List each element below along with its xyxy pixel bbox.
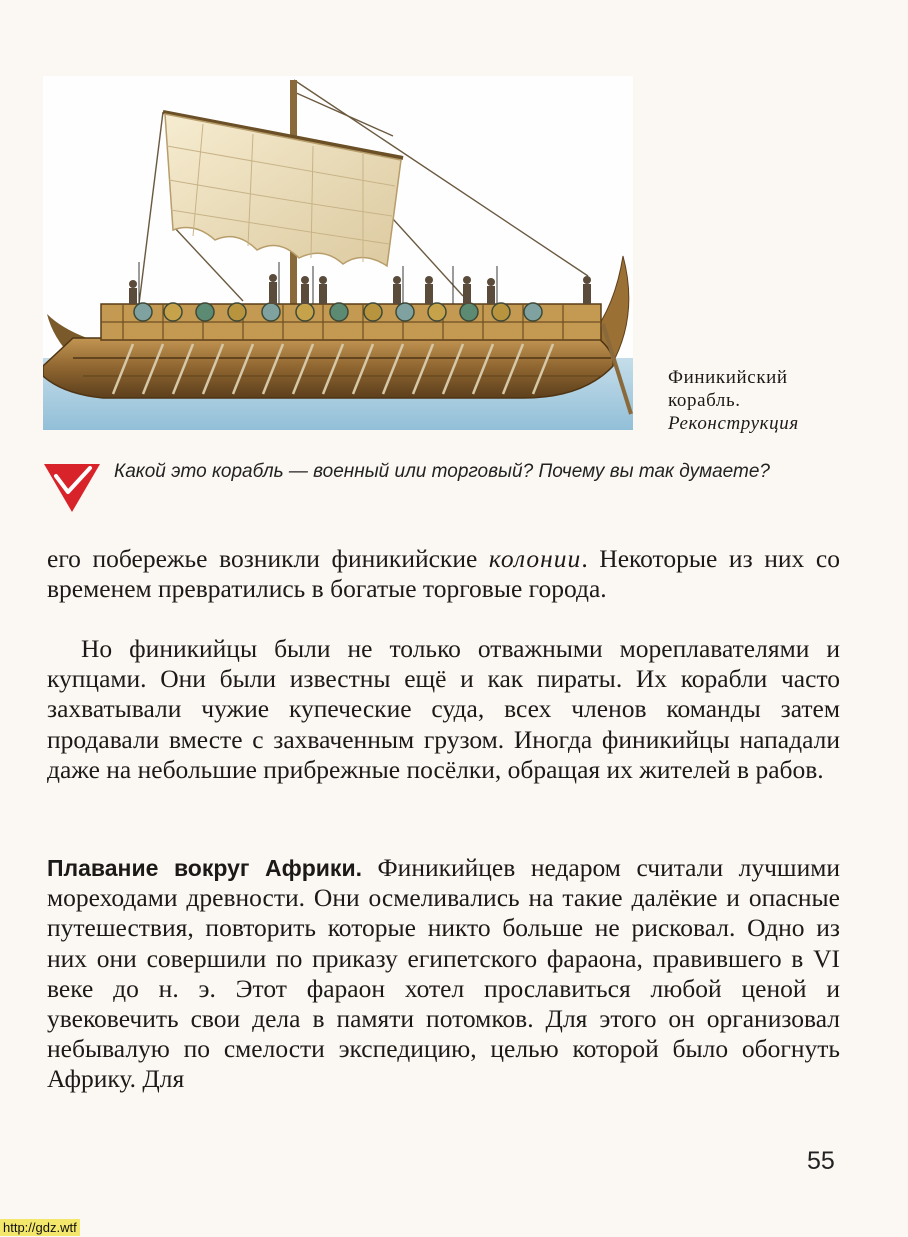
question-text: Какой это корабль — военный или торговый? Почему вы так думаете? xyxy=(114,461,771,482)
keyword-colonies: колонии xyxy=(488,544,582,573)
paragraph1-start: его побережье возникли финикийские xyxy=(47,544,489,573)
paragraph1-end: . Некоторые из них со временем превратились в богатые торговые города. xyxy=(47,544,840,604)
check-mark-icon xyxy=(44,462,100,512)
caption-line-3: Реконструкция xyxy=(668,413,799,434)
watermark-link[interactable]: http://gdz.wtf xyxy=(0,1219,80,1236)
question-block xyxy=(44,460,844,514)
paragraph-pirates: Но финикийцы были не только отважными мореплавателями и купцами. Они были известны ещё и как пираты. Их корабли часто захватывали чужие купеческие суда, всех членов команды затем продавали вместе с захваченным грузом. Иногда финикийцы нападали даже на небольшие прибрежные посёлки, обращая их жителей в рабов. xyxy=(47,634,840,784)
paragraph3-text: Финикийцев недаром считали лучшими мореходами древности. Они осмеливались на такие далёкие и опасные путешествия, повторить которые никто больше не рисковал. Одно из них они совершили по приказу египетского фараона, правившего в VI веке до н. э. Этот фараон хотел прославиться любой ценой и увековечить свои дела в памяти потомков. Для этого он организовал небывалую по смелости экспедицию, целью которой было обогнуть Африку. Для xyxy=(47,853,840,1094)
page-number: 55 xyxy=(807,1147,835,1175)
caption-line-2: корабль. xyxy=(668,390,741,411)
ship-picture xyxy=(43,76,633,430)
paragraph-colonies xyxy=(47,544,840,604)
hull xyxy=(43,338,613,398)
crew xyxy=(129,274,591,304)
illustration-caption xyxy=(668,366,868,435)
sail xyxy=(165,114,401,266)
phoenician-ship-illustration xyxy=(43,76,633,430)
section-heading: Плавание вокруг Африки. xyxy=(47,855,362,881)
paragraph-africa xyxy=(47,853,840,1095)
caption-line-1: Финикийский xyxy=(668,367,788,388)
